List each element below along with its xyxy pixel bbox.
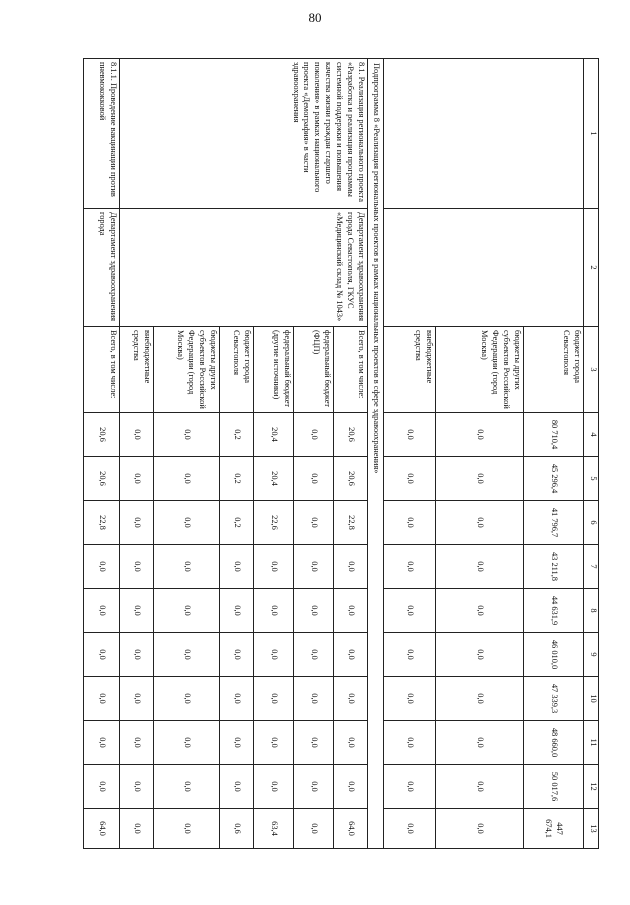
value-cell: 0,0 — [384, 809, 436, 849]
funding-source: федеральный бюджет (другие источники) — [254, 327, 294, 413]
col-header: 9 — [584, 633, 599, 677]
page-number: 80 — [308, 10, 322, 25]
value-cell: 0,0 — [436, 501, 524, 545]
budget-table — [83, 58, 599, 849]
col-header: 3 — [584, 327, 599, 413]
value-cell: 0,0 — [84, 589, 120, 633]
subprogram-title: Подпрограмма 8 «Реализация региональных проектов в рамках национальных проектов в сфере здравоохранения» — [368, 59, 384, 849]
value-cell: 20,4 — [254, 413, 294, 457]
value-cell: 0,0 — [254, 677, 294, 721]
value-cell: 0,0 — [334, 721, 368, 765]
value-cell: 0,0 — [294, 809, 334, 849]
value-cell: 447 674,1 — [524, 809, 584, 849]
col-header: 7 — [584, 545, 599, 589]
value-cell: 64,0 — [334, 809, 368, 849]
value-cell: 0,0 — [120, 677, 154, 721]
value-cell: 0,0 — [294, 633, 334, 677]
value-cell: 0,0 — [294, 589, 334, 633]
value-cell: 0,0 — [120, 413, 154, 457]
value-cell: 0,0 — [84, 765, 120, 809]
col-header: 1 — [584, 59, 599, 209]
value-cell: 22,6 — [254, 501, 294, 545]
value-cell: 0,0 — [120, 765, 154, 809]
value-cell: 0,0 — [436, 809, 524, 849]
funding-source: бюджет города Севастополя — [524, 327, 584, 413]
value-cell: 0,0 — [254, 765, 294, 809]
value-cell: 0,0 — [154, 765, 220, 809]
funding-source: бюджеты других субъектов Российской Федерации (город Москва) — [154, 327, 220, 413]
value-cell: 0,0 — [384, 633, 436, 677]
table-row — [334, 59, 368, 849]
value-cell: 64,0 — [84, 809, 120, 849]
value-cell: 0,0 — [254, 589, 294, 633]
col-header: 10 — [584, 677, 599, 721]
value-cell: 22,8 — [84, 501, 120, 545]
value-cell: 0,0 — [436, 457, 524, 501]
value-cell: 0,0 — [120, 545, 154, 589]
value-cell: 63,4 — [254, 809, 294, 849]
value-cell: 44 631,9 — [524, 589, 584, 633]
value-cell: 0,2 — [220, 413, 254, 457]
value-cell: 0,0 — [220, 545, 254, 589]
value-cell: 0,0 — [84, 721, 120, 765]
value-cell: 43 211,8 — [524, 545, 584, 589]
value-cell: 0,0 — [84, 545, 120, 589]
funding-source: Всего, в том числе: — [334, 327, 368, 413]
col-header: 12 — [584, 765, 599, 809]
value-cell: 0,0 — [154, 457, 220, 501]
value-cell: 0,0 — [120, 457, 154, 501]
value-cell: 0,0 — [384, 413, 436, 457]
table-row — [524, 59, 584, 849]
value-cell: 0,0 — [334, 545, 368, 589]
value-cell: 0,0 — [294, 501, 334, 545]
value-cell: 0,0 — [384, 677, 436, 721]
col-header: 6 — [584, 501, 599, 545]
column-number-row — [584, 59, 599, 849]
value-cell: 20,6 — [334, 457, 368, 501]
col-header: 13 — [584, 809, 599, 849]
col-header: 2 — [584, 209, 599, 327]
project-name: 8.1. Реализация регионального проекта «Разработка и реализация программы системной поддержки и повышения качества жизни граждан старшего поколения» в рамках национального проекта «Демография» в части здравоохранения — [120, 59, 368, 209]
value-cell: 0,0 — [436, 589, 524, 633]
value-cell: 0,0 — [154, 633, 220, 677]
value-cell: 0,6 — [220, 809, 254, 849]
value-cell: 0,0 — [254, 721, 294, 765]
value-cell: 0,2 — [220, 501, 254, 545]
value-cell: 0,0 — [436, 765, 524, 809]
funding-source: бюджеты других субъектов Российской Федерации (город Москва) — [436, 327, 524, 413]
funding-source: внебюджетные средства — [384, 327, 436, 413]
value-cell: 0,0 — [384, 457, 436, 501]
value-cell: 20,6 — [334, 413, 368, 457]
value-cell: 0,0 — [220, 633, 254, 677]
value-cell: 0,0 — [220, 677, 254, 721]
value-cell: 0,0 — [154, 589, 220, 633]
col-header: 8 — [584, 589, 599, 633]
project-name: 8.1.1. Проведение вакцинации против пневмококковой — [84, 59, 120, 209]
value-cell: 0,2 — [220, 457, 254, 501]
value-cell: 0,0 — [384, 589, 436, 633]
subprogram-row — [368, 59, 384, 849]
rotated-table-wrapper — [74, 58, 599, 848]
value-cell: 0,0 — [334, 677, 368, 721]
value-cell: 0,0 — [254, 545, 294, 589]
funding-source: федеральный бюджет (ФЦП) — [294, 327, 334, 413]
value-cell: 0,0 — [294, 677, 334, 721]
col-header: 4 — [584, 413, 599, 457]
table-row — [84, 59, 120, 849]
empty-cell — [384, 59, 584, 209]
value-cell: 0,0 — [436, 633, 524, 677]
value-cell: 48 660,0 — [524, 721, 584, 765]
value-cell: 0,0 — [154, 809, 220, 849]
value-cell: 0,0 — [220, 589, 254, 633]
value-cell: 0,0 — [294, 765, 334, 809]
value-cell: 0,0 — [120, 809, 154, 849]
project-executor: Департамент здравоохранения города Севастополя, ГКУС «Медицинский склад № 1043» — [120, 209, 368, 327]
value-cell: 0,0 — [436, 677, 524, 721]
value-cell: 0,0 — [384, 721, 436, 765]
value-cell: 0,0 — [334, 765, 368, 809]
value-cell: 0,0 — [334, 589, 368, 633]
col-header: 5 — [584, 457, 599, 501]
value-cell: 0,0 — [154, 545, 220, 589]
value-cell: 0,0 — [220, 721, 254, 765]
value-cell: 0,0 — [436, 721, 524, 765]
funding-source: бюджет города Севастополя — [220, 327, 254, 413]
value-cell: 46 010,0 — [524, 633, 584, 677]
value-cell: 20,6 — [84, 457, 120, 501]
value-cell: 20,6 — [84, 413, 120, 457]
value-cell: 0,0 — [120, 633, 154, 677]
value-cell: 0,0 — [120, 501, 154, 545]
value-cell: 0,0 — [84, 633, 120, 677]
value-cell: 0,0 — [436, 413, 524, 457]
value-cell: 0,0 — [294, 457, 334, 501]
value-cell: 0,0 — [254, 633, 294, 677]
value-cell: 0,0 — [384, 545, 436, 589]
value-cell: 47 339,3 — [524, 677, 584, 721]
value-cell: 0,0 — [294, 545, 334, 589]
funding-source: Всего, в том числе: — [84, 327, 120, 413]
empty-cell — [384, 209, 584, 327]
value-cell: 0,0 — [154, 413, 220, 457]
value-cell: 0,0 — [220, 765, 254, 809]
value-cell: 0,0 — [384, 501, 436, 545]
project-executor: Департамент здравоохранения города — [84, 209, 120, 327]
value-cell: 0,0 — [384, 765, 436, 809]
value-cell: 50 017,6 — [524, 765, 584, 809]
value-cell: 41 796,7 — [524, 501, 584, 545]
value-cell: 0,0 — [294, 413, 334, 457]
value-cell: 0,0 — [154, 677, 220, 721]
value-cell: 0,0 — [154, 721, 220, 765]
value-cell: 0,0 — [120, 721, 154, 765]
value-cell: 45 296,4 — [524, 457, 584, 501]
funding-source: внебюджетные средства — [120, 327, 154, 413]
value-cell: 0,0 — [154, 501, 220, 545]
value-cell: 0,0 — [120, 589, 154, 633]
col-header: 11 — [584, 721, 599, 765]
value-cell: 20,4 — [254, 457, 294, 501]
value-cell: 80 710,4 — [524, 413, 584, 457]
value-cell: 0,0 — [84, 677, 120, 721]
value-cell: 22,8 — [334, 501, 368, 545]
value-cell: 0,0 — [294, 721, 334, 765]
value-cell: 0,0 — [436, 545, 524, 589]
value-cell: 0,0 — [334, 633, 368, 677]
